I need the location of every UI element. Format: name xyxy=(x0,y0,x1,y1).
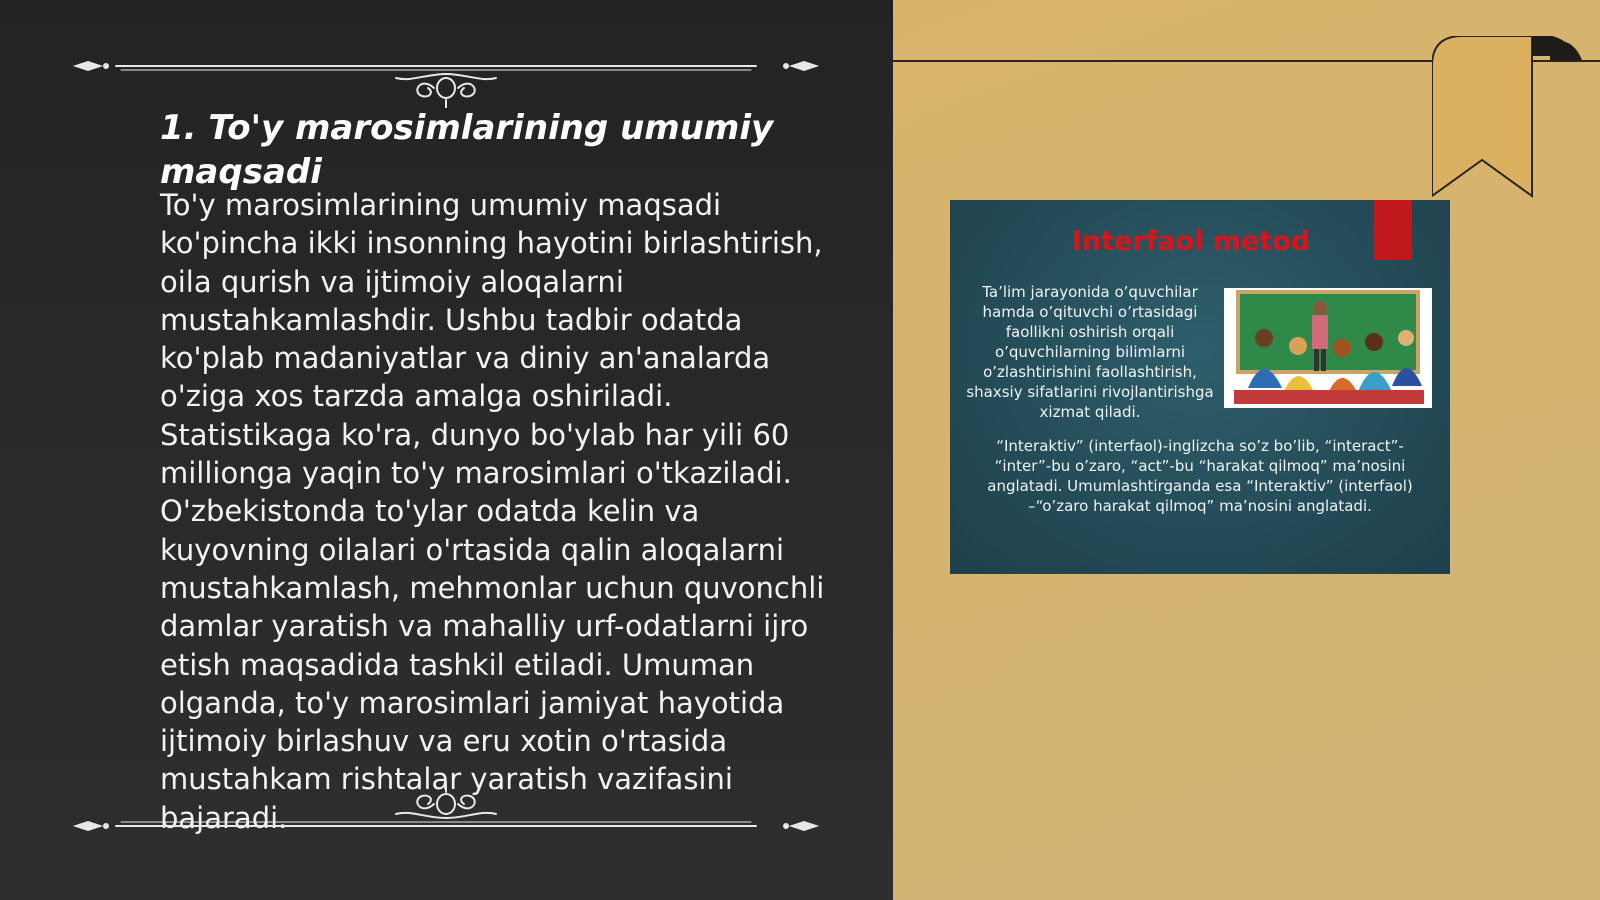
slide-body-text: To'y marosimlarining umumiy maqsadi ko'pincha ikki insonning hayotini birlashtirish, oila qurish va ijtimoiy aloqalarni mustahkamlashdir. Ushbu tadbir odatda ko'plab madaniyatlar va diniy an'analarda o'ziga xos tarzda amalga oshiriladi. Statistikaga ko'ra, dunyo bo'ylab har yili 60 millionga yaqin to'y marosimlari o'tkaziladi. O'zbekistonda to'ylar odatda kelin va kuyovning oilalari o'rtasida qalin aloqalarni mustahkamlash, mehmonlar uchun quvonchli damlar yaratish va mahalliy urf-odatlarni ijro etish maqsadida tashkil etiladi. Umuman olganda, to'y marosimlari jamiyat hayotida ijtimoiy birlashuv va eru xotin o'rtasida mustahkam rishtalar yaratish vazifasini bajaradi. xyxy=(160,188,825,835)
top-ornament-divider xyxy=(66,48,826,108)
embedded-slide-image xyxy=(950,200,1450,574)
embedded-slide-paragraph-1: Ta’lim jarayonida o’quvchilar hamda o’qituvchi o’rtasidagi faollikni oshirish orqali o’quvchilarning bilimlarni o’zlashtirishini faollashtirish, shaxsiy sifatlarini rivojlantirishga xizmat qiladi. xyxy=(966,283,1214,421)
bottom-ornament-divider xyxy=(66,778,826,838)
embedded-slide-paragraph-2: “Interaktiv” (interfaol)-inglizcha so’z bo’lib, “interact”- “inter”-bu o’zaro, “act”-bu “harakat qilmoq” ma’nosini anglatadi. Umumlashtirganda esa “Interaktiv” (interfaol) –“o’zaro harakat qilmoq” ma’nosini anglatadi. xyxy=(987,437,1413,515)
bookmark-ribbon-icon xyxy=(1432,36,1600,200)
classroom-illustration-icon xyxy=(1224,288,1432,408)
embedded-slide-title: Interfaol metod xyxy=(1071,226,1311,257)
slide-title: 1. To'y marosimlarining umumiy maqsadi xyxy=(160,108,774,192)
